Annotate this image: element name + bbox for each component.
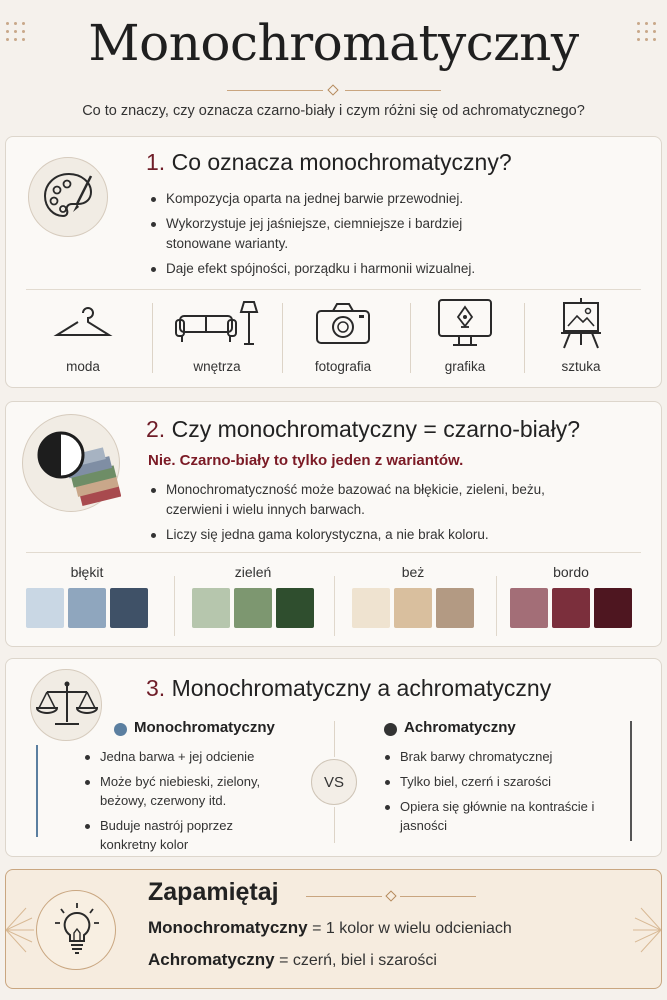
section-heading: 2. Czy monochromatyczny = czarno-biały? bbox=[146, 416, 580, 442]
camera-icon bbox=[288, 297, 398, 349]
palette-beige bbox=[352, 564, 474, 628]
category-photography bbox=[288, 297, 398, 374]
color-swatches-icon bbox=[22, 414, 120, 512]
list-item: Brak barwy chromatycznej bbox=[382, 747, 612, 766]
color-swatch bbox=[68, 588, 106, 628]
palette-label: bordo bbox=[553, 564, 589, 580]
page-title: Monochromatyczny bbox=[88, 14, 579, 72]
sofa-lamp-icon bbox=[162, 297, 272, 349]
category-art bbox=[526, 297, 636, 374]
sunburst-right-icon bbox=[631, 890, 661, 970]
category-label: fotografia bbox=[314, 359, 372, 374]
hanger-icon bbox=[28, 297, 138, 349]
palette-label: beż bbox=[401, 564, 425, 580]
easel-icon bbox=[526, 297, 636, 349]
bw-bullets bbox=[148, 480, 588, 550]
vs-badge: VS bbox=[311, 759, 357, 805]
meaning-bullets bbox=[148, 189, 528, 284]
color-swatch bbox=[510, 588, 548, 628]
divider bbox=[334, 807, 335, 843]
palette-icon bbox=[28, 157, 108, 237]
section-heading: 3. Monochromatyczny a achromatyczny bbox=[146, 675, 552, 701]
mono-title: Monochromatyczny bbox=[134, 719, 275, 736]
color-swatch bbox=[394, 588, 432, 628]
page-subtitle: Co to znaczy, czy oznacza czarno-biały i czym różni się od achromatycznego? bbox=[82, 103, 585, 119]
color-swatch bbox=[276, 588, 314, 628]
palette-green bbox=[192, 564, 314, 628]
list-item: Wykorzystuje jej jaśniejsze, ciemniejsze i bardziej stonowane warianty. bbox=[148, 214, 528, 254]
divider bbox=[26, 552, 641, 553]
accent-line-right bbox=[630, 721, 632, 841]
remember-line-mono: Monochromatyczny = 1 kolor w wielu odcieniach bbox=[148, 918, 512, 937]
color-swatch bbox=[26, 588, 64, 628]
title-divider bbox=[227, 86, 441, 96]
color-swatch bbox=[552, 588, 590, 628]
remember-line-achro: Achromatyczny = czerń, biel i szarości bbox=[148, 950, 437, 969]
divider bbox=[152, 303, 153, 373]
achro-dot-icon bbox=[384, 723, 397, 736]
mono-bullets bbox=[82, 747, 292, 860]
section-black-white bbox=[5, 401, 662, 647]
divider bbox=[26, 289, 641, 290]
category-fashion bbox=[28, 297, 138, 374]
palette-blue bbox=[26, 564, 148, 628]
section-heading: 1. Co oznacza monochromatyczny? bbox=[146, 149, 512, 175]
category-label: sztuka bbox=[561, 359, 601, 374]
color-swatch bbox=[192, 588, 230, 628]
color-swatch bbox=[110, 588, 148, 628]
category-label: moda bbox=[66, 359, 100, 374]
divider bbox=[334, 721, 335, 757]
section-remember bbox=[5, 869, 662, 989]
divider bbox=[524, 303, 525, 373]
list-item: Jedna barwa + jej odcienie bbox=[82, 747, 292, 766]
category-graphics bbox=[410, 297, 520, 374]
palette-burgundy bbox=[510, 564, 632, 628]
section-comparison bbox=[5, 658, 662, 857]
accent-line-left bbox=[36, 745, 38, 837]
color-swatch bbox=[594, 588, 632, 628]
divider bbox=[334, 576, 335, 636]
list-item: Może być niebieski, zielony, beżowy, czerwony itd. bbox=[82, 772, 292, 810]
category-label: grafika bbox=[444, 359, 486, 374]
list-item: Tylko biel, czerń i szarości bbox=[382, 772, 612, 791]
color-swatch bbox=[436, 588, 474, 628]
list-item: Buduje nastrój poprzez konkretny kolor bbox=[82, 816, 292, 854]
category-label: wnętrza bbox=[193, 359, 241, 374]
lightbulb-icon bbox=[36, 890, 116, 970]
achro-title: Achromatyczny bbox=[404, 719, 516, 736]
divider bbox=[282, 303, 283, 373]
monitor-pen-icon bbox=[410, 297, 520, 349]
list-item: Kompozycja oparta na jednej barwie przewodniej. bbox=[148, 189, 528, 209]
list-item: Opiera się głównie na kontraście i jasności bbox=[382, 797, 612, 835]
list-item: Daje efekt spójności, porządku i harmonii wizualnej. bbox=[148, 259, 528, 279]
achro-bullets bbox=[382, 747, 612, 841]
color-swatch bbox=[234, 588, 272, 628]
section-meaning bbox=[5, 136, 662, 388]
palette-label: zieleń bbox=[234, 564, 272, 580]
remember-heading: Zapamiętaj bbox=[148, 878, 279, 906]
sunburst-left-icon bbox=[6, 890, 36, 970]
scales-icon bbox=[30, 669, 102, 741]
list-item: Liczy się jedna gama kolorystyczna, a nie brak koloru. bbox=[148, 525, 588, 545]
divider bbox=[496, 576, 497, 636]
remember-divider bbox=[306, 892, 476, 902]
palette-label: błękit bbox=[70, 564, 104, 580]
divider bbox=[174, 576, 175, 636]
color-swatch bbox=[352, 588, 390, 628]
answer-highlight: Nie. Czarno-biały to tylko jeden z wariantów. bbox=[148, 452, 464, 469]
mono-dot-icon bbox=[114, 723, 127, 736]
list-item: Monochromatyczność może bazować na błękicie, zieleni, beżu, czerwieni i wielu innych barwach. bbox=[148, 480, 588, 520]
category-interiors bbox=[162, 297, 272, 374]
